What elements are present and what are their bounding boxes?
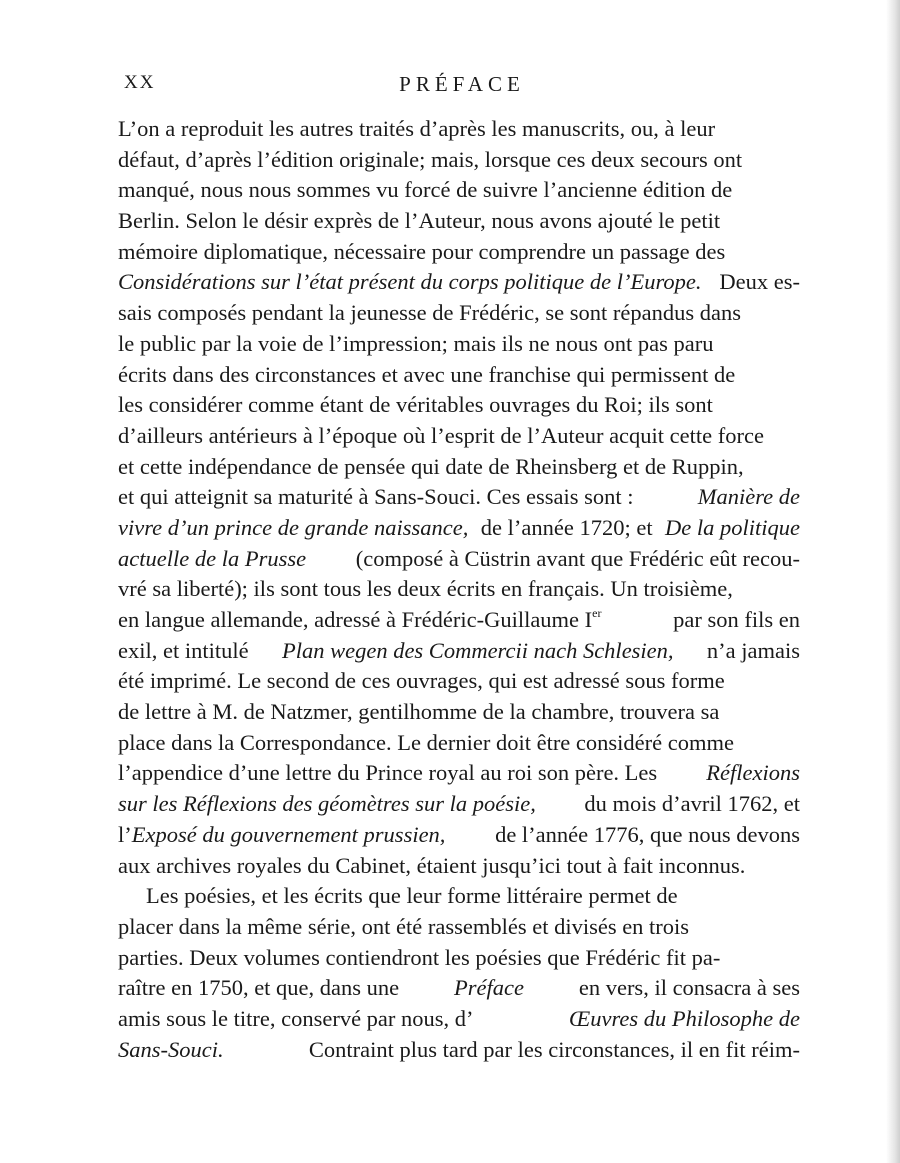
text-line: [118, 482, 800, 513]
text-line: [118, 851, 800, 882]
text-line: [118, 881, 800, 912]
italic-title: vivre d’un prince de grande naissance,: [118, 514, 469, 540]
italic-title: Œuvres du Philosophe de: [569, 1005, 800, 1031]
text-line: [118, 114, 800, 145]
text-span: défaut, d’après l’édition originale; mais, lorsque ces deux secours ont: [118, 146, 743, 172]
text-span: les considérer comme étant de véritables ouvrages du Roi; ils sont: [118, 392, 713, 418]
text-line: [118, 1004, 800, 1035]
text-span: écrits dans des circonstances et avec une franchise qui permissent de: [118, 361, 736, 387]
text-span: le public par la voie de l’impression; mais ils ne nous ont pas paru: [118, 330, 714, 356]
running-head: [124, 72, 800, 102]
text-line: [118, 145, 800, 176]
italic-title: Plan wegen des Commercii nach Schlesien,: [281, 637, 674, 663]
text-span: manqué, nous nous sommes vu forcé de suivre l’ancienne édition de: [118, 177, 733, 203]
superscript: er: [592, 605, 602, 620]
italic-title: actuelle de la Prusse: [118, 545, 307, 571]
text-line: [118, 820, 800, 851]
text-span: de l’année 1776, que nous devons: [495, 821, 800, 847]
text-span: et cette indépendance de pensée qui date de Rheinsberg et de Ruppin,: [118, 453, 744, 479]
italic-title: Sans-Souci.: [118, 1036, 224, 1062]
text-line: [118, 360, 800, 391]
text-span: vré sa liberté); ils sont tous les deux écrits en français. Un troisième,: [118, 576, 733, 602]
text-span: n’a jamais: [706, 637, 800, 663]
text-span: placer dans la même série, ont été rassemblés et divisés en trois: [118, 913, 690, 939]
text-span: et qui atteignit sa maturité à Sans-Souci. Ces essais sont :: [118, 484, 634, 510]
italic-title: Considérations sur l’état présent du corps politique de l’Europe.: [118, 269, 702, 295]
text-line: [118, 1035, 800, 1066]
text-line: [118, 605, 800, 636]
page-edge-shadow: [886, 0, 900, 1163]
text-span: Deux es-: [719, 269, 800, 295]
text-line: [118, 206, 800, 237]
italic-title: Manière de: [697, 484, 800, 510]
text-span: sais composés pendant la jeunesse de Frédéric, se sont répandus dans: [118, 300, 741, 326]
text-span: L’on a reproduit les autres traités d’après les manuscrits, ou, à leur: [118, 116, 716, 141]
text-line: [118, 237, 800, 268]
text-span: du mois d’avril 1762, et: [584, 791, 800, 817]
text-line: [118, 513, 800, 544]
text-line: [118, 421, 800, 452]
text-span: en langue allemande, adressé à Frédéric-Guillaume I: [118, 607, 593, 632]
text-span: Berlin. Selon le désir exprès de l’Auteur, nous avons ajouté le petit: [118, 208, 721, 234]
italic-title: Exposé du gouvernement prussien,: [131, 821, 446, 847]
text-span: exil, et intitulé: [118, 637, 249, 663]
italic-title: sur les Réflexions des géomètres sur la poésie,: [118, 791, 536, 817]
italic-title: Préface: [454, 975, 524, 1001]
text-line: [118, 728, 800, 759]
text-line: [118, 636, 800, 667]
page-number: XX: [124, 72, 156, 93]
running-title: PRÉFACE: [399, 72, 525, 96]
text-span: de lettre à M. de Natzmer, gentilhomme de la chambre, trouvera sa: [118, 699, 720, 725]
text-line: [118, 452, 800, 483]
text-span: amis sous le titre, conservé par nous, d’: [118, 1005, 474, 1031]
text-span: Contraint plus tard par les circonstances, il en fit réim-: [308, 1036, 800, 1062]
text-span: [118, 820, 445, 851]
text-line: [118, 912, 800, 943]
text-span: raître en 1750, et que, dans une: [118, 975, 400, 1001]
text-line: [118, 758, 800, 789]
text-span: par son fils en: [673, 607, 800, 632]
text-span: en vers, il consacra à ses: [578, 975, 800, 1001]
text-span: (composé à Cüstrin avant que Frédéric eût recou-: [355, 545, 800, 571]
text-line: [118, 175, 800, 206]
text-span: mémoire diplomatique, nécessaire pour comprendre un passage des: [118, 238, 726, 264]
text-span: aux archives royales du Cabinet, étaient jusqu’ici tout à fait inconnus.: [118, 852, 746, 878]
text-span: parties. Deux volumes contiendront les poésies que Frédéric fit pa-: [118, 944, 721, 970]
text-span: de l’année 1720; et: [480, 514, 653, 540]
text-line: [118, 298, 800, 329]
text-line: [118, 697, 800, 728]
text-line: [118, 390, 800, 421]
text-span: été imprimé. Le second de ces ouvrages, qui est adressé sous forme: [118, 668, 725, 694]
text-line: [118, 789, 800, 820]
text-line: [118, 973, 800, 1004]
text-line: [118, 329, 800, 360]
text-line: [118, 943, 800, 974]
text-span: Les poésies, et les écrits que leur forme littéraire permet de: [146, 883, 678, 909]
text-line: [118, 267, 800, 298]
text-span: l’appendice d’une lettre du Prince royal au roi son père. Les: [118, 760, 658, 786]
body-text: [118, 114, 800, 1065]
text-line: [118, 544, 800, 575]
text-span: [118, 605, 602, 636]
text-line: [118, 574, 800, 605]
italic-title: Réflexions: [706, 760, 800, 786]
text-span: place dans la Correspondance. Le dernier doit être considéré comme: [118, 729, 734, 755]
text-line: [118, 666, 800, 697]
italic-title: De la politique: [665, 514, 800, 540]
text-span: l’: [118, 821, 132, 847]
text-span: d’ailleurs antérieurs à l’époque où l’esprit de l’Auteur acquit cette force: [118, 422, 764, 448]
